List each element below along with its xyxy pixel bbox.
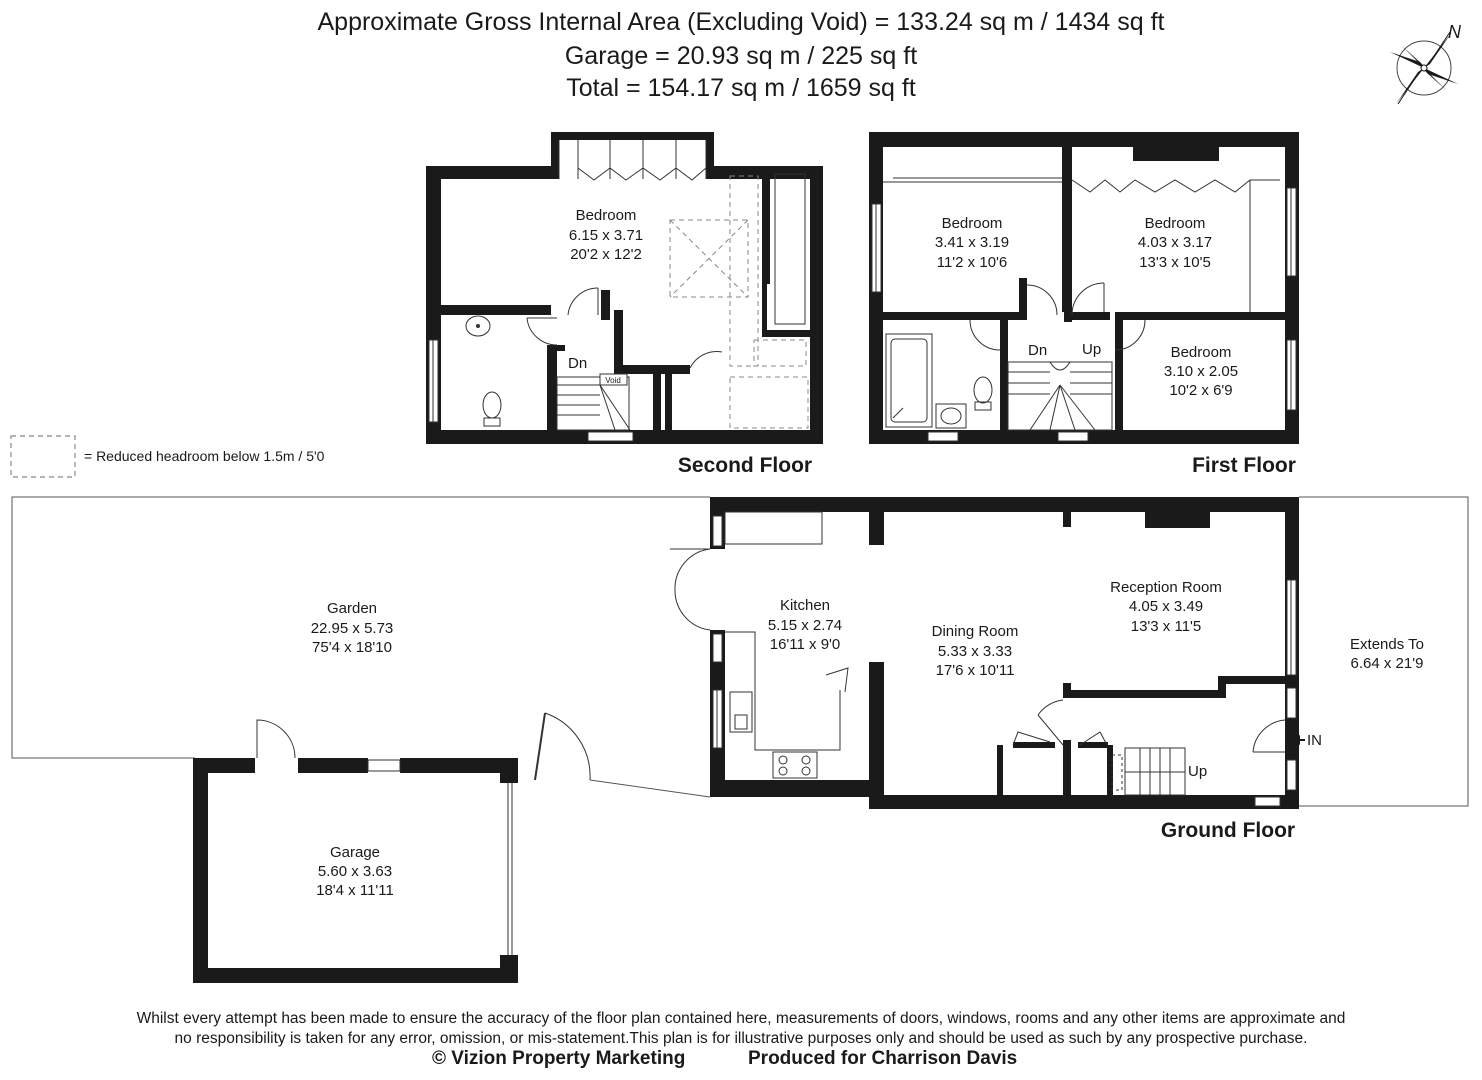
extends-to-metric: 6.64 x 21'9 xyxy=(1350,655,1424,672)
first-floor-stairs-down-label: Dn xyxy=(1028,342,1048,359)
kitchen-imperial: 16'11 x 9'0 xyxy=(769,636,841,653)
reception-room-metric: 4.05 x 3.49 xyxy=(1128,598,1204,615)
disclaimer-line-1: Whilst every attempt has been made to ensure the accuracy of the floor plan contained here, measurements of doors, windows, rooms and any other items are approximate and xyxy=(136,1010,1346,1027)
garage-imperial: 18'4 x 11'11 xyxy=(316,882,394,899)
area-summary-line-3: Total = 154.17 sq m / 1659 sq ft xyxy=(566,74,916,102)
first-floor-bedroom-1-metric: 3.41 x 3.19 xyxy=(934,234,1010,251)
first-floor-bedroom-1-name: Bedroom xyxy=(941,215,1003,232)
second-floor-bedroom-imperial: 20'2 x 12'2 xyxy=(570,246,642,263)
ground-floor-stairs-up-label: Up xyxy=(1188,763,1208,780)
kitchen-metric: 5.15 x 2.74 xyxy=(767,617,843,634)
reception-room-imperial: 13'3 x 11'5 xyxy=(1130,618,1202,635)
second-floor-bedroom-metric: 6.15 x 3.71 xyxy=(568,227,644,244)
copyright-credit: © Vizion Property Marketing xyxy=(432,1048,686,1069)
second-floor-stairs-down-label: Dn xyxy=(568,355,588,372)
compass-icon xyxy=(1390,22,1462,104)
kitchen-name: Kitchen xyxy=(779,597,831,614)
extends-to-name: Extends To xyxy=(1350,636,1424,653)
area-summary-line-2: Garage = 20.93 sq m / 225 sq ft xyxy=(564,42,918,70)
first-floor-stairs-up-label: Up xyxy=(1082,341,1102,358)
garage-name: Garage xyxy=(329,844,381,861)
dining-room-metric: 5.33 x 3.33 xyxy=(937,643,1013,660)
dining-room-imperial: 17'6 x 10'11 xyxy=(935,662,1015,679)
garden-imperial: 75'4 x 18'10 xyxy=(312,639,392,656)
compass-north-label: N xyxy=(1448,22,1461,42)
reduced-headroom-legend-swatch xyxy=(11,436,75,477)
garage-metric: 5.60 x 3.63 xyxy=(317,863,393,880)
garden-metric: 22.95 x 5.73 xyxy=(310,620,394,637)
first-floor-plan xyxy=(869,132,1299,444)
second-floor-title: Second Floor xyxy=(677,454,813,477)
ground-floor-title: Ground Floor xyxy=(1160,819,1296,842)
void-label: Void xyxy=(605,376,621,385)
first-floor-title: First Floor xyxy=(1192,454,1296,477)
entrance-label: IN xyxy=(1307,732,1322,749)
dining-room-name: Dining Room xyxy=(931,623,1019,640)
garden-name: Garden xyxy=(326,600,378,617)
first-floor-bedroom-3-metric: 3.10 x 2.05 xyxy=(1163,363,1239,380)
first-floor-bedroom-2-metric: 4.03 x 3.17 xyxy=(1137,234,1213,251)
reduced-headroom-legend-text: = Reduced headroom below 1.5m / 5'0 xyxy=(84,448,325,464)
first-floor-bedroom-1-imperial: 11'2 x 10'6 xyxy=(936,254,1008,271)
first-floor-bedroom-3-name: Bedroom xyxy=(1170,344,1232,361)
first-floor-bedroom-2-name: Bedroom xyxy=(1144,215,1206,232)
first-floor-bedroom-3-imperial: 10'2 x 6'9 xyxy=(1169,382,1233,399)
ground-floor-plan xyxy=(12,497,1468,983)
second-floor-plan xyxy=(426,132,823,444)
first-floor-bedroom-2-imperial: 13'3 x 10'5 xyxy=(1139,254,1211,271)
produced-for-credit: Produced for Charrison Davis xyxy=(748,1048,1018,1069)
second-floor-bedroom-name: Bedroom xyxy=(575,207,637,224)
area-summary-line-1: Approximate Gross Internal Area (Excluding Void) = 133.24 sq m / 1434 sq ft xyxy=(317,8,1165,36)
reception-room-name: Reception Room xyxy=(1110,579,1222,596)
disclaimer-line-2: no responsibility is taken for any error, omission, or mis-statement.This plan is for illustrative purposes only and should be used as such by any prospective purchase. xyxy=(174,1030,1308,1047)
